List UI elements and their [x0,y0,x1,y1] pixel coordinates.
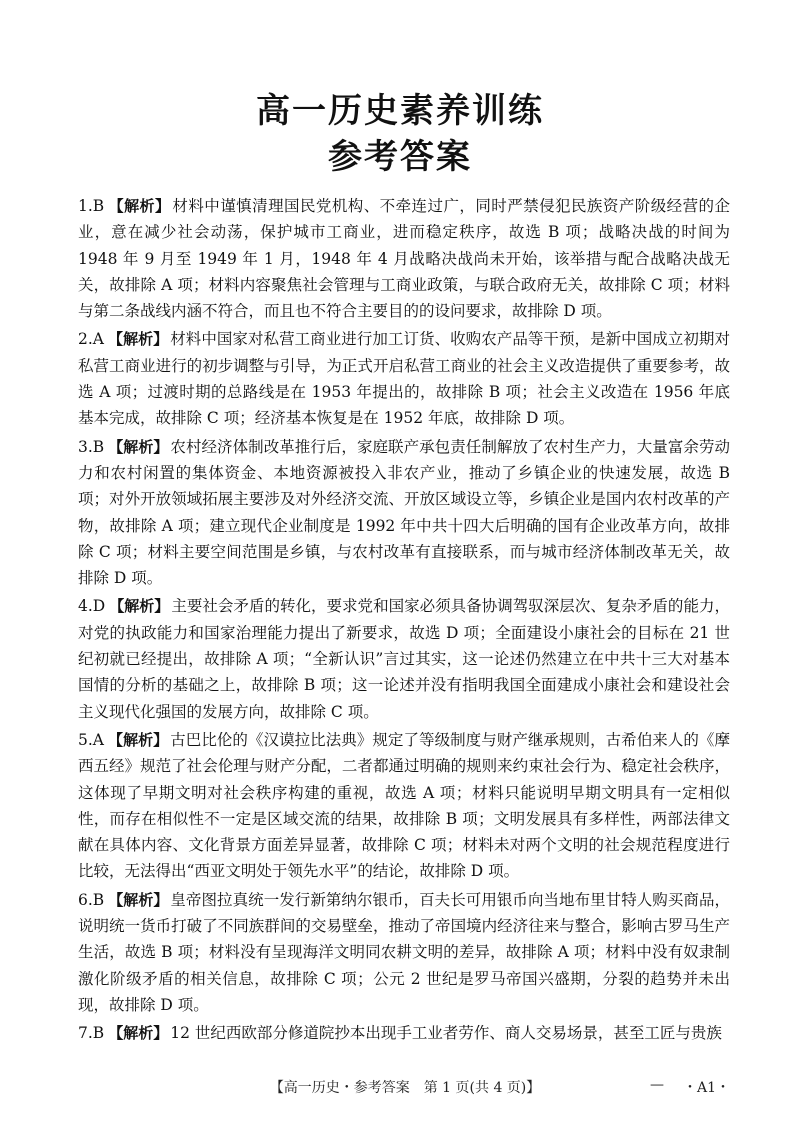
analysis-tag: 【解析】 [108,1024,169,1043]
answer-text: 材料中谨慎清理国民党机构、不牵连过广，同时严禁侵犯民族资产阶级经营的企业，意在减少社会动荡，保护城市工商业，进而稳定秩序，故选 B 项；战略决战的时间为 1948 年 9 月至 1949 年 1 月，1948 年 4 月战略决战尚未开始，该举措与配合战略决战无关，故排除 A 项；材料内容聚焦社会管理与工商业政策，与联合政府无关，故排除 C 项；材料与第二条战线内涵不符合，而且也不符合主要目的的设问要求，故排除 D 项。 [78,197,730,321]
analysis-tag: 【解析】 [107,730,169,749]
answer-item-5 [78,727,730,885]
title-block [0,88,800,180]
answer-item-4 [78,593,730,724]
answer-text: 材料中国家对私营工商业进行加工订货、收购农产品等干预，是新中国成立初期对私营工商业进行的初步调整与引导，为正式开启私营工商业的社会主义改造提供了重要参考，故选 A 项；过渡时期的总路线是在 1953 年提出的，故排除 B 项；社会主义改造在 1956 年底基本完成，故排除 C 项；经济基本恢复是在 1952 年底，故排除 D 项。 [78,330,730,428]
analysis-tag: 【解析】 [108,437,169,456]
answer-item-1 [78,193,730,324]
answer-text: 古巴比伦的《汉谟拉比法典》规定了等级制度与财产继承规则，古希伯来人的《摩西五经》规范了社会伦理与财产分配，二者都通过明确的规则来约束社会行为、稳定社会秩序，这体现了早期文明对社会秩序构建的重视，故选 A 项；材料只能说明早期文明具有一定相似性，而存在相似性不一定是区域交流的结果，故排除 B 项；文明发展具有多样性，两部法律文献在具体内容、文化背景方面差异显著，故排除 C 项；材料未对两个文明的社会规范程度进行比较，无法得出“西亚文明处于领先水平”的结论，故排除 D 项。 [78,730,730,881]
answer-number: 6.B [78,890,105,909]
footer-code: ・A1・ [683,1080,731,1096]
footer-page-info: 【高一历史・参考答案 第 1 页(共 4 页)】 [269,1080,541,1096]
answer-list [78,193,730,1049]
answer-number: 1.B [78,197,105,215]
answer-number: 7.B [78,1024,105,1043]
answer-number: 2.A [78,330,104,349]
answer-number: 3.B [78,437,105,456]
footer-dash: — [650,1077,664,1093]
analysis-tag: 【解析】 [109,597,170,616]
answer-text: 农村经济体制改革推行后，家庭联产承包责任制解放了农村生产力，大量富余劳动力和农村闲置的集体资金、本地资源被投入非农产业，推动了乡镇企业的快速发展，故选 B 项；对外开放领域拓展主要涉及对外经济交流、开放区域设立等，乡镇企业是国内农村改革的产物，故排除 A 项；建立现代企业制度是 1992 年中共十四大后明确的国有企业改革方向，故排除 C 项；材料主要空间范围是乡镇，与农村改革有直接联系，而与城市经济体制改革无关，故排除 D 项。 [78,437,730,588]
answer-text: 皇帝图拉真统一发行新第纳尔银币，百夫长可用银币向当地布里甘特人购买商品，说明统一货币打破了不同族群间的交易壁垒，推动了帝国境内经济往来与整合，影响古罗马生产生活，故选 B 项；材料没有呈现海洋文明同农耕文明的差异，故排除 A 项；材料中没有奴隶制激化阶级矛盾的相关信息，故排除 C 项；公元 2 世纪是罗马帝国兴盛期，分裂的趋势并未出现，故排除 D 项。 [78,890,730,1014]
analysis-tag: 【解析】 [107,330,169,349]
answer-item-2 [78,326,730,431]
answer-number: 4.D [78,597,106,616]
answer-text: 12 世纪西欧部分修道院抄本出现手工业者劳作、商人交易场景，甚至工匠与贵族 [170,1024,722,1043]
page-title: 高一历史素养训练 [256,91,544,131]
answer-item-7 [78,1020,730,1046]
answer-text: 主要社会矛盾的转化，要求党和国家必须具备协调驾驭深层次、复杂矛盾的能力，对党的执政能力和国家治理能力提出了新要求，故选 D 项；全面建设小康社会的目标在 21 世纪初就已经提出，故排除 A 项；“全新认识”言过其实，这一论述仍然建立在中共十三大对基本国情的分析的基础之上，故排除 B 项；这一论述并没有指明我国全面建成小康社会和建设社会主义现代化强国的发展方向，故排除 C 项。 [78,597,730,721]
answer-item-6 [78,887,730,1018]
answer-item-3 [78,434,730,592]
page-subtitle: 参考答案 [328,137,472,177]
analysis-tag: 【解析】 [108,890,169,909]
analysis-tag: 【解析】 [108,197,171,215]
answer-number: 5.A [78,730,104,749]
